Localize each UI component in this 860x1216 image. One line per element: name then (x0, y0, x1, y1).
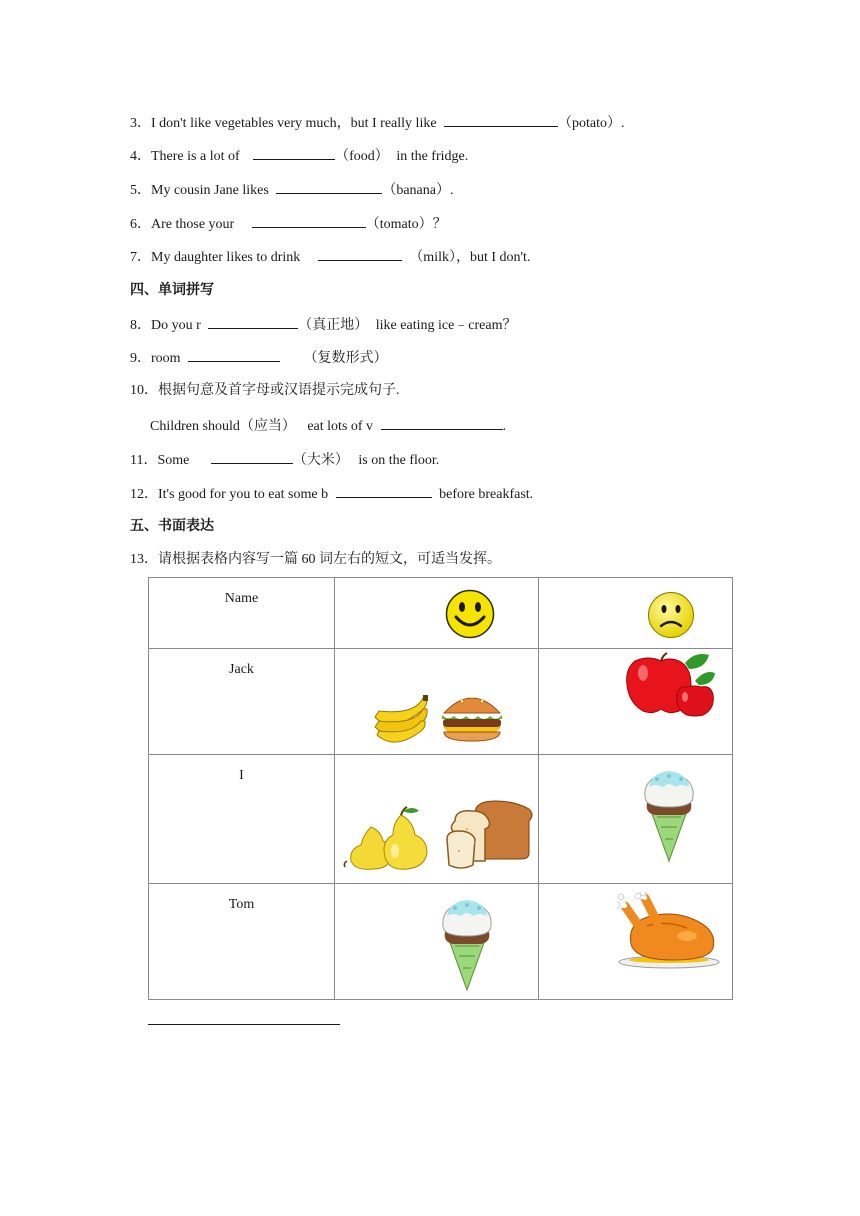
dislikes-cell (539, 884, 733, 1000)
question-12: 12．It's good for you to eat some b before breakfast. (130, 483, 533, 505)
answer-blank-6[interactable] (252, 213, 366, 228)
question-4: 4．There is a lot of （food） in the fridge. (130, 145, 468, 167)
question-11: 11．Some （大米） is on the floor. (130, 449, 439, 471)
name-cell: Jack (149, 649, 335, 755)
likes-cell (335, 884, 539, 1000)
question-9: 9．room （复数形式） (130, 347, 388, 369)
question-7: 7．My daughter likes to drink （milk），but I don't. (130, 246, 530, 268)
apple-icon (625, 651, 715, 717)
food-preference-table (148, 577, 733, 1000)
sad-face-icon (647, 591, 695, 639)
ice-cream-icon (641, 767, 697, 863)
question-10-sentence: Children should（应当） eat lots of v . (150, 415, 506, 437)
dislikes-cell (539, 578, 733, 649)
answer-blank-9[interactable] (188, 347, 280, 362)
question-3: 3．I don't like vegetables very much，but I really like （potato）. (130, 112, 625, 134)
answer-blank-10[interactable] (381, 415, 503, 430)
bread-icon (445, 799, 533, 873)
table-row (149, 755, 733, 884)
roast-chicken-icon (617, 892, 721, 970)
dislikes-cell (539, 649, 733, 755)
answer-blank-11[interactable] (211, 449, 293, 464)
table-row (149, 884, 733, 1000)
name-cell: Tom (149, 884, 335, 1000)
name-cell: Name (149, 578, 335, 649)
section-heading-spelling: 四、单词拼写 (130, 282, 214, 298)
likes-cell (335, 649, 539, 755)
smiley-face-icon (445, 589, 495, 639)
answer-blank-8[interactable] (208, 314, 298, 329)
likes-cell (335, 578, 539, 649)
answer-blank-5[interactable] (276, 179, 382, 194)
answer-blank-4[interactable] (253, 145, 335, 160)
question-8: 8．Do you r （真正地） like eating ice﹣cream？ (130, 314, 517, 336)
section-heading-writing: 五、书面表达 (130, 518, 214, 534)
answer-blank-3[interactable] (444, 112, 558, 127)
question-10: 10．根据句意及首字母或汉语提示完成句子. (130, 383, 400, 398)
banana-icon (371, 691, 431, 745)
answer-blank-12[interactable] (336, 483, 432, 498)
dislikes-cell (539, 755, 733, 884)
table-row (149, 578, 733, 649)
ice-cream-icon (439, 896, 495, 992)
name-cell: I (149, 755, 335, 884)
question-5: 5．My cousin Jane likes （banana）. (130, 179, 453, 201)
table-row (149, 649, 733, 755)
question-13: 13．请根据表格内容写一篇 60 词左右的短文，可适当发挥。 (130, 552, 501, 567)
likes-cell (335, 755, 539, 884)
hamburger-icon (440, 689, 504, 743)
pear-icon (343, 805, 433, 871)
writing-answer-line[interactable] (148, 1024, 340, 1025)
question-6: 6．Are those your （tomato）？ (130, 213, 447, 235)
answer-blank-7[interactable] (318, 246, 402, 261)
